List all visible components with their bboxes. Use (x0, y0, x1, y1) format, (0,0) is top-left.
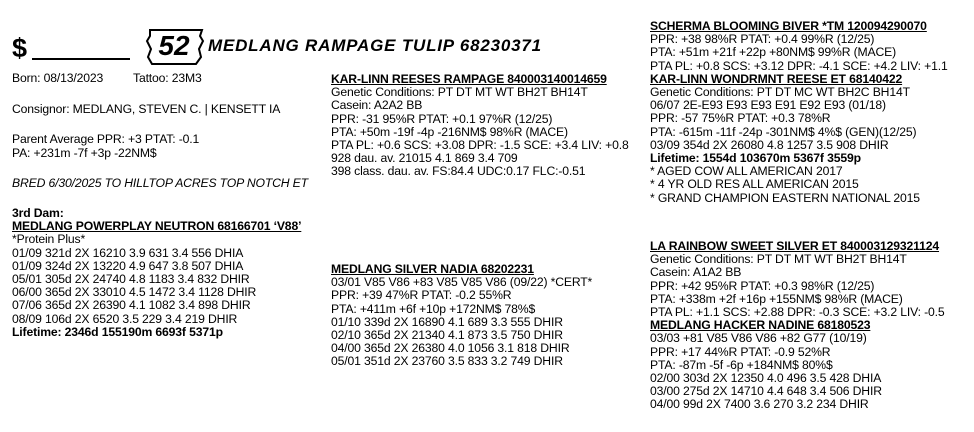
tattoo: Tattoo: 23M3 (133, 71, 202, 85)
sire-line: 398 class. dau. av. FS:84.4 UDC:0.17 FLC:-0.51 (331, 164, 586, 179)
third-dam-line: 07/06 365d 2X 26390 4.1 1082 3.4 898 DHIR (12, 298, 251, 313)
sire-of-dam-line: Genetic Conditions: PT DT MT WT BH2T BH14T (650, 252, 907, 267)
sire-of-sire-name: SCHERMA BLOOMING BIVER *TM 120094290070 (650, 19, 927, 33)
dam-line: 01/10 339d 2X 16890 4.1 689 3.3 555 DHIR (331, 314, 563, 329)
dam-of-dam-line: PPR: +17 44%R PTAT: -0.9 52%R (650, 344, 831, 359)
dam-line: PPR: +39 47%R PTAT: -0.2 55%R (331, 288, 512, 303)
dam-of-sire-line: Genetic Conditions: PT DT MC WT BH2C BH14T (650, 85, 910, 100)
dam-section (331, 263, 592, 369)
sire-line: PTA PL: +0.6 SCS: +3.08 DPR: -1.5 SCE: +3.4 LIV: +0.8 (331, 138, 629, 153)
dam-line: 05/01 351d 2X 23760 3.5 833 3.2 749 DHIR (331, 354, 563, 369)
third-dam-section (12, 207, 301, 339)
dam-line: 04/00 365d 2X 26380 4.0 1056 3.1 818 DHIR (331, 341, 570, 356)
sire-of-dam-line: Casein: A1A2 BB (650, 265, 742, 280)
dam-line: 02/10 365d 2X 21340 4.1 873 3.5 750 DHIR (331, 328, 563, 343)
dam-of-dam-line: 03/00 275d 2X 14710 4.4 648 3.4 506 DHIR (650, 384, 882, 399)
third-dam-line: 05/01 305d 2X 24740 4.8 1183 3.4 832 DHIR (12, 272, 250, 287)
sire-of-sire-line: PPR: +38 98%R PTAT: +0.4 99%R (12/25) (650, 32, 875, 47)
sire-of-sire-section (650, 20, 948, 205)
sire-line: PTA: +50m -19f -4p -216NM$ 98%R (MACE) (331, 124, 568, 139)
sire-of-sire-line: PTA: +51m +21f +22p +80NM$ 99%R (MACE) (650, 45, 897, 60)
third-dam-lifetime: Lifetime: 2346d 155190m 6693f 5371p (12, 324, 223, 339)
sire-line: Casein: A2A2 BB (331, 98, 423, 113)
dam-line: PTA: +411m +6f +10p +172NM$ 78%$ (331, 301, 536, 316)
sire-of-sire-line: PTA PL: +0.8 SCS: +3.12 DPR: -4.1 SCE: +4.2 LIV: +1.1 (650, 58, 948, 73)
bred-note: BRED 6/30/2025 TO HILLTOP ACRES TOP NOTCH ET (12, 176, 308, 190)
lot-number: 52 (158, 30, 190, 61)
dam-of-dam-name: MEDLANG HACKER NADINE 68180523 (650, 318, 871, 333)
born-date: Born: 08/13/2023 (12, 71, 104, 85)
third-dam-line: *Protein Plus* (12, 232, 86, 247)
sire-of-dam-line: PPR: +42 95%R PTAT: +0.3 98%R (12/25) (650, 278, 875, 293)
sire-of-dam-section (650, 240, 945, 412)
sire-of-dam-line: PTA PL: +1.1 SCS: +2.88 DPR: -0.3 SCE: +3.2 LIV: -0.5 (650, 305, 945, 320)
dam-of-dam-line: 03/03 +81 V85 V86 V86 +82 G77 (10/19) (650, 331, 867, 346)
parent-average-ppr: Parent Average PPR: +3 PTAT: -0.1 (12, 132, 200, 146)
price-dollar-sign: $ (12, 33, 28, 63)
sire-of-dam-line: PTA: +338m +2f +16p +155NM$ 98%R (MACE) (650, 291, 903, 306)
sire-line: 928 dau. av. 21015 4.1 869 3.4 709 (331, 151, 518, 166)
third-dam-name: MEDLANG POWERPLAY NEUTRON 68166701 ‘V88’ (12, 219, 302, 234)
consignor: Consignor: MEDLANG, STEVEN C. | KENSETT IA (12, 102, 281, 116)
dam-of-sire-line: 03/09 354d 2X 26080 4.8 1257 3.5 908 DHIR (650, 137, 889, 152)
lot-number-badge (144, 27, 206, 67)
sire-of-dam-name: LA RAINBOW SWEET SILVER ET 840003129321124 (650, 239, 940, 253)
dam-of-dam-line: 04/00 99d 2X 7400 3.6 270 3.2 234 DHIR (650, 397, 869, 412)
third-dam-line: 06/00 365d 2X 33010 4.5 1472 3.4 1128 DHIR (12, 285, 257, 300)
dam-of-sire-name: KAR-LINN WONDRMNT REESE ET 68140422 (650, 71, 903, 86)
dam-of-dam-line: PTA: -87m -5f -6p +184NM$ 80%$ (650, 357, 833, 372)
sire-line: PPR: -31 95%R PTAT: +0.1 97%R (12/25) (331, 111, 553, 126)
third-dam-line: 01/09 321d 2X 16210 3.9 631 3.4 556 DHIA (12, 245, 244, 260)
dam-line: 03/01 V85 V86 +83 V85 V85 V86 (09/22) *CERT* (331, 275, 593, 290)
animal-name-title: MEDLANG RAMPAGE TULIP 68230371 (208, 36, 542, 55)
sire-section (331, 73, 629, 179)
dam-of-sire-line: PPR: -57 75%R PTAT: +0.3 78%R (650, 111, 831, 126)
dam-of-sire-honor: * GRAND CHAMPION EASTERN NATIONAL 2015 (650, 190, 920, 205)
sire-line: Genetic Conditions: PT DT MT WT BH2T BH14T (331, 85, 588, 100)
third-dam-line: 08/09 106d 2X 6520 3.5 229 3.4 219 DHIR (12, 311, 238, 326)
dam-of-sire-line: PTA: -615m -11f -24p -301NM$ 4%$ (GEN)(12/25) (650, 124, 917, 139)
third-dam-heading: 3rd Dam: (12, 206, 64, 220)
price-blank-line (32, 58, 130, 60)
dam-of-sire-honor: * AGED COW ALL AMERICAN 2017 (650, 164, 843, 179)
third-dam-line: 01/09 324d 2X 13220 4.9 647 3.8 507 DHIA (12, 258, 244, 273)
dam-of-sire-lifetime: Lifetime: 1554d 103670m 5367f 3559p (650, 151, 861, 166)
dam-of-dam-line: 02/00 303d 2X 12350 4.0 496 3.5 428 DHIA (650, 371, 882, 386)
dam-of-sire-honor: * 4 YR OLD RES ALL AMERICAN 2015 (650, 177, 859, 192)
dam-name: MEDLANG SILVER NADIA 68202231 (331, 262, 534, 276)
sire-name: KAR-LINN REESES RAMPAGE 840003140014659 (331, 72, 607, 86)
dam-of-sire-line: 06/07 2E-E93 E93 E93 E91 E92 E93 (01/18) (650, 98, 886, 113)
parent-average-pa: PA: +231m -7f +3p -22NM$ (12, 146, 157, 160)
